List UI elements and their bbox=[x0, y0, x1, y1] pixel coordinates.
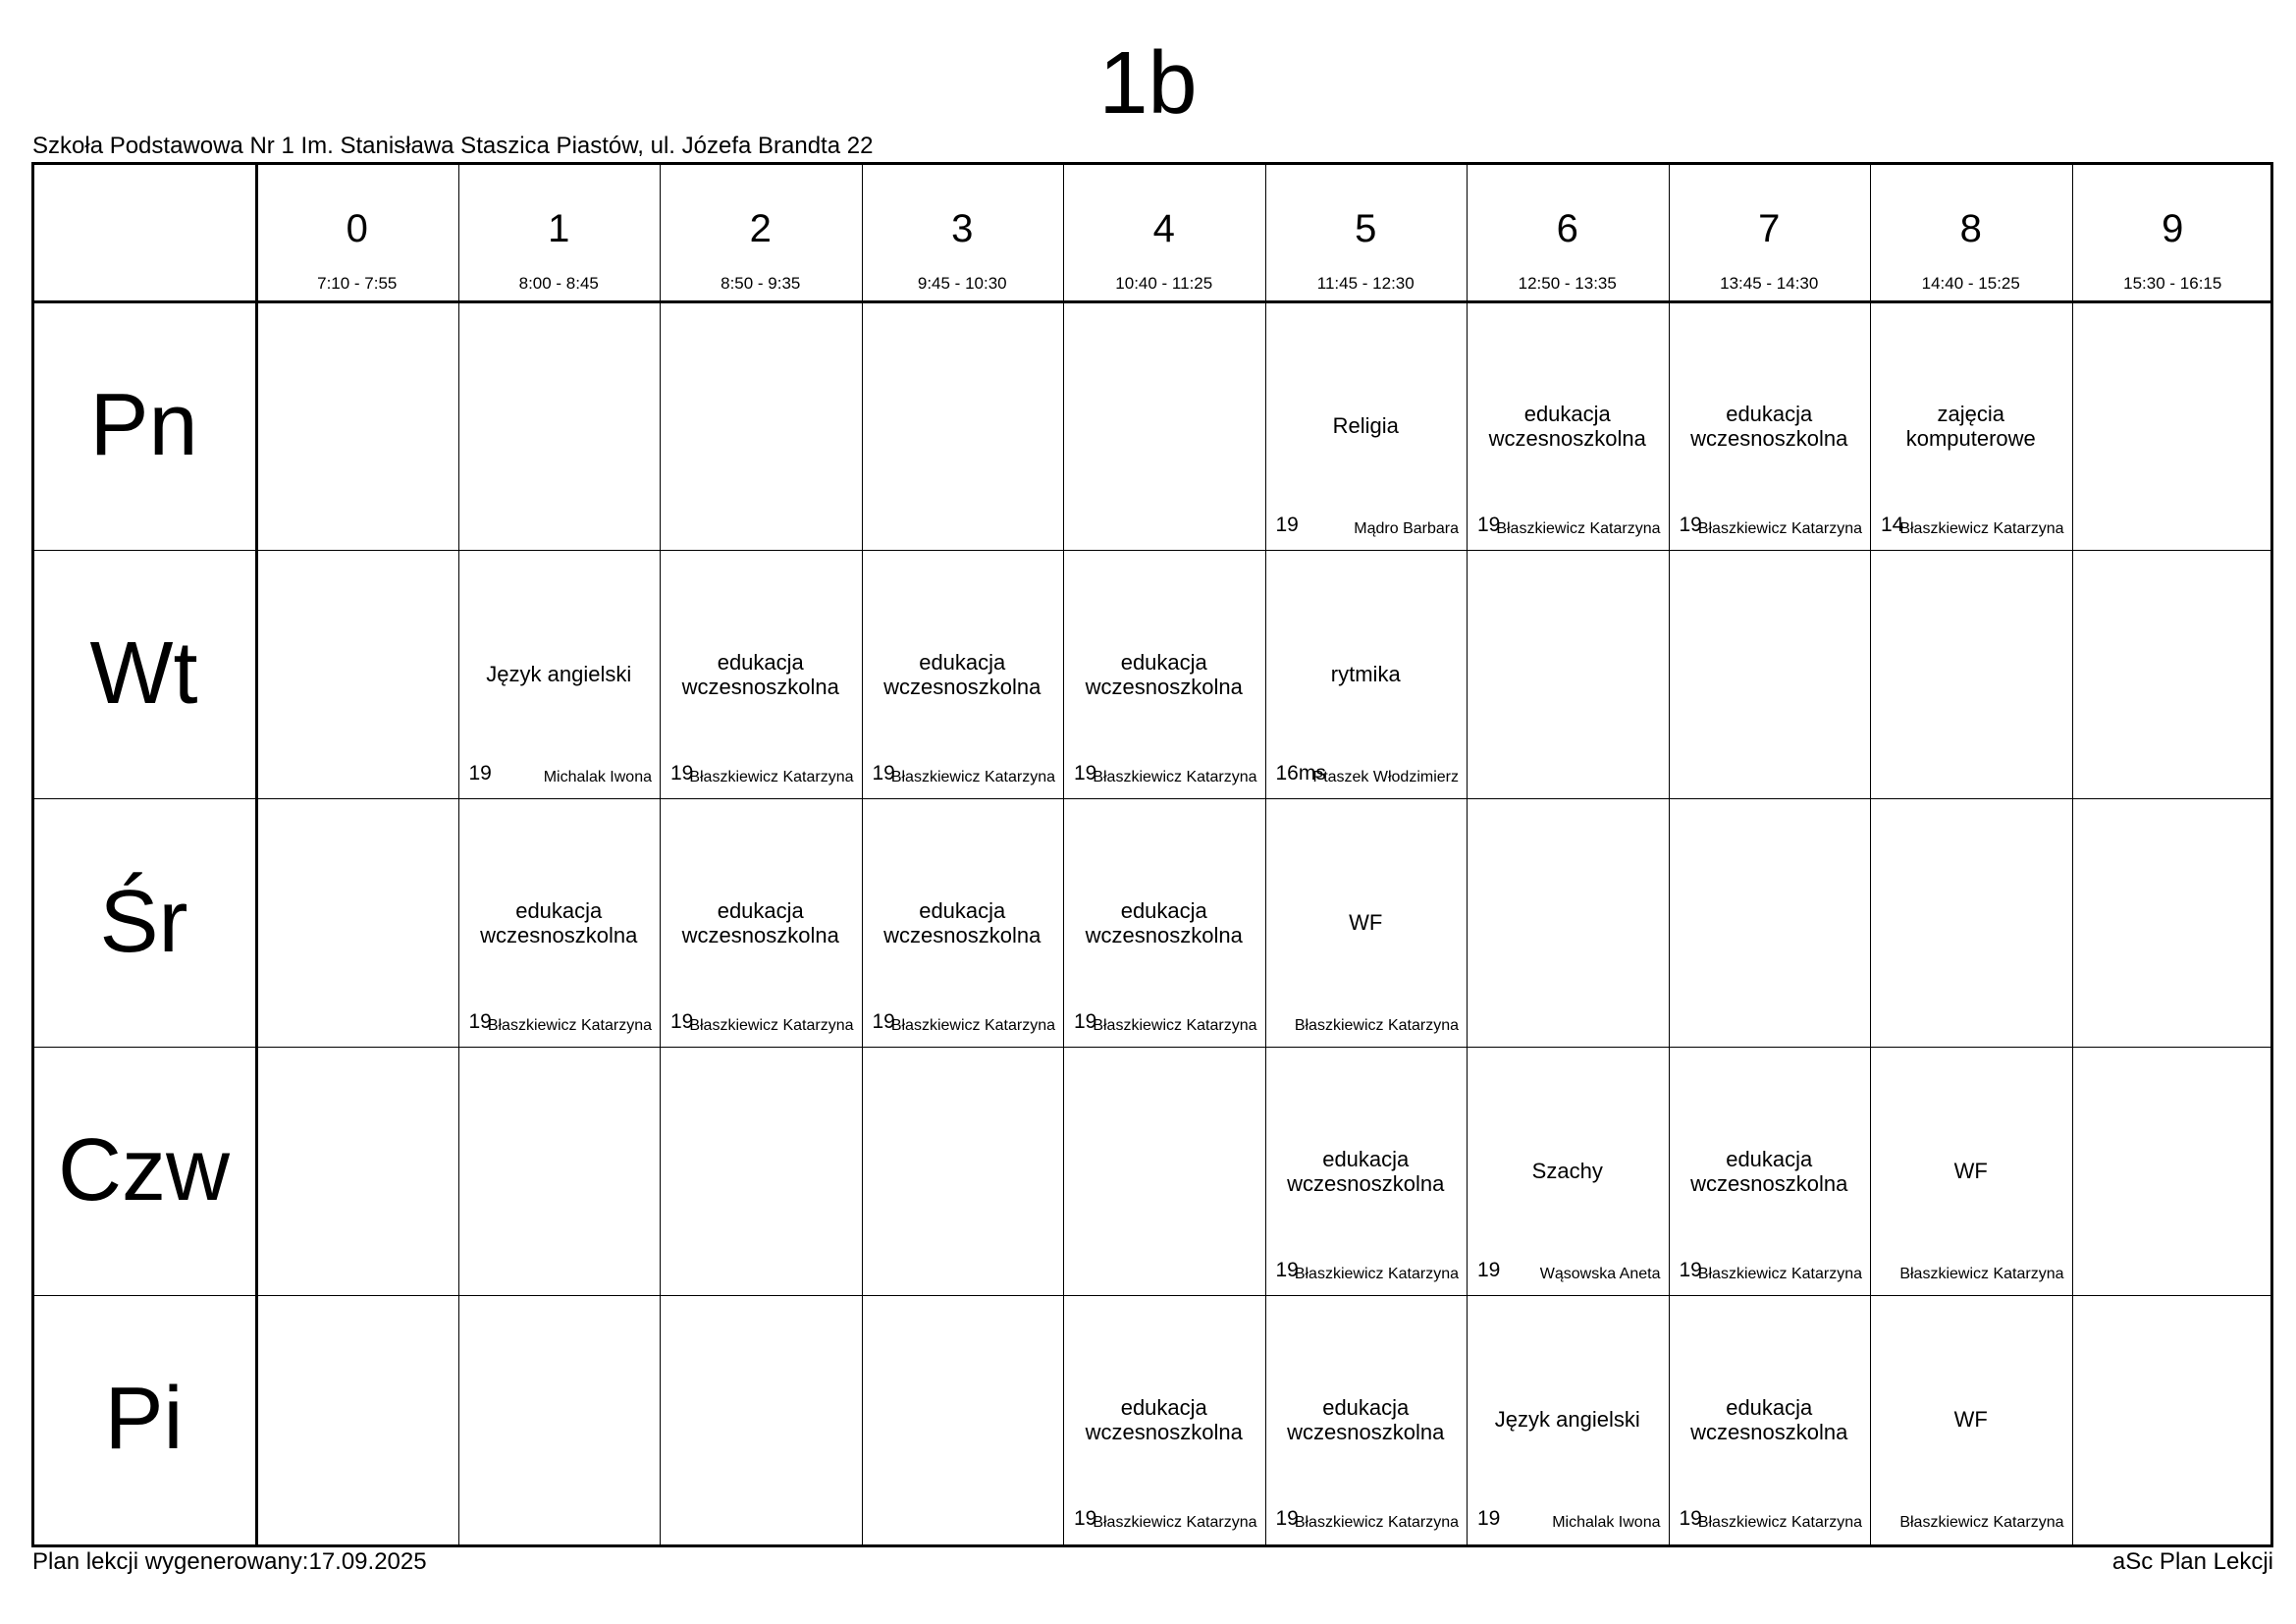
lesson-subject: edukacja wczesnoszkolna bbox=[883, 897, 1041, 947]
period-number: 9 bbox=[2162, 207, 2184, 250]
lesson-cell bbox=[1870, 301, 2072, 550]
lesson-cell bbox=[660, 550, 862, 798]
lesson-subject: edukacja wczesnoszkolna bbox=[1690, 1394, 1848, 1444]
period-header bbox=[458, 162, 661, 301]
lesson-teacher: Michalak Iwona bbox=[543, 769, 652, 785]
lesson-room: 16ms bbox=[1275, 762, 1326, 785]
period-number: 1 bbox=[548, 207, 570, 250]
day-label: Czw bbox=[58, 1121, 230, 1219]
lesson-room: 19 bbox=[1074, 762, 1097, 785]
lesson-subject: rytmika bbox=[1330, 662, 1401, 686]
lesson-subject: zajęcia komputerowe bbox=[1905, 401, 2036, 451]
lesson-cell bbox=[660, 798, 862, 1047]
lesson-teacher: Błaszkiewicz Katarzyna bbox=[689, 1017, 854, 1034]
period-number: 8 bbox=[1959, 207, 1982, 250]
lesson-subject: edukacja wczesnoszkolna bbox=[681, 897, 839, 947]
lesson-room: 19 bbox=[1477, 1259, 1501, 1281]
period-header bbox=[1467, 162, 1669, 301]
lesson-teacher: Błaszkiewicz Katarzyna bbox=[890, 1017, 1055, 1034]
lesson-cell bbox=[1669, 1047, 1871, 1295]
lesson-subject: Religia bbox=[1332, 413, 1399, 438]
lesson-subject: edukacja wczesnoszkolna bbox=[1085, 1394, 1243, 1444]
lesson-subject: WF bbox=[1953, 1159, 1988, 1183]
lesson-subject: Szachy bbox=[1531, 1159, 1603, 1183]
lesson-subject: edukacja wczesnoszkolna bbox=[1085, 649, 1243, 699]
lesson-subject: Język angielski bbox=[486, 662, 632, 686]
period-time: 10:40 - 11:25 bbox=[1115, 274, 1213, 293]
lesson-teacher: Błaszkiewicz Katarzyna bbox=[1093, 1017, 1257, 1034]
lesson-cell bbox=[458, 798, 661, 1047]
lesson-cell bbox=[1265, 798, 1468, 1047]
lesson-subject: edukacja wczesnoszkolna bbox=[1287, 1394, 1445, 1444]
lesson-room: 19 bbox=[1679, 1259, 1702, 1281]
lesson-cell bbox=[1265, 1047, 1468, 1295]
period-header bbox=[1265, 162, 1468, 301]
period-header bbox=[660, 162, 862, 301]
lesson-cell bbox=[1063, 798, 1265, 1047]
lesson-cell bbox=[1265, 301, 1468, 550]
lesson-cell bbox=[1467, 1047, 1669, 1295]
lesson-room: 19 bbox=[468, 762, 492, 785]
lesson-cell bbox=[1265, 550, 1468, 798]
period-time: 13:45 - 14:30 bbox=[1720, 274, 1819, 293]
lesson-room: 19 bbox=[670, 762, 694, 785]
period-number: 5 bbox=[1355, 207, 1377, 250]
period-number: 2 bbox=[749, 207, 772, 250]
lesson-cell bbox=[458, 550, 661, 798]
lesson-cell bbox=[1265, 1295, 1468, 1543]
period-header bbox=[1063, 162, 1265, 301]
lesson-room: 19 bbox=[1275, 1507, 1299, 1530]
lesson-teacher: Michalak Iwona bbox=[1552, 1514, 1661, 1531]
period-header bbox=[1870, 162, 2072, 301]
lesson-teacher: Błaszkiewicz Katarzyna bbox=[1899, 1514, 2064, 1531]
period-number: 4 bbox=[1152, 207, 1175, 250]
lesson-cell bbox=[862, 798, 1064, 1047]
period-number: 6 bbox=[1556, 207, 1578, 250]
lesson-room: 19 bbox=[872, 1010, 895, 1033]
lesson-subject: edukacja wczesnoszkolna bbox=[1085, 897, 1243, 947]
lesson-room: 19 bbox=[1074, 1507, 1097, 1530]
period-number: 7 bbox=[1758, 207, 1781, 250]
software-brand: aSc Plan Lekcji bbox=[2111, 1548, 2273, 1575]
school-name: Szkoła Podstawowa Nr 1 Im. Stanisława Staszica Piastów, ul. Józefa Brandta 22 bbox=[32, 133, 874, 159]
period-time: 14:40 - 15:25 bbox=[1921, 274, 2020, 293]
lesson-room: 19 bbox=[1477, 514, 1501, 536]
lesson-teacher: Błaszkiewicz Katarzyna bbox=[890, 769, 1055, 785]
period-time: 9:45 - 10:30 bbox=[917, 274, 1007, 293]
lesson-room: 19 bbox=[1679, 1507, 1702, 1530]
lesson-teacher: Błaszkiewicz Katarzyna bbox=[1093, 769, 1257, 785]
lesson-subject: edukacja wczesnoszkolna bbox=[480, 897, 638, 947]
lesson-teacher: Błaszkiewicz Katarzyna bbox=[1093, 1514, 1257, 1531]
lesson-cell bbox=[1063, 550, 1265, 798]
lesson-teacher: Błaszkiewicz Katarzyna bbox=[1496, 520, 1661, 537]
timetable-grid bbox=[31, 162, 2273, 1547]
lesson-subject: edukacja wczesnoszkolna bbox=[681, 649, 839, 699]
lesson-room: 19 bbox=[1275, 1259, 1299, 1281]
lesson-cell bbox=[1467, 301, 1669, 550]
lesson-cell bbox=[1063, 1295, 1265, 1543]
period-header bbox=[1669, 162, 1871, 301]
lesson-cell bbox=[1870, 1295, 2072, 1543]
lesson-teacher: Wąsowska Aneta bbox=[1539, 1266, 1661, 1282]
lesson-teacher: Błaszkiewicz Katarzyna bbox=[1294, 1017, 1459, 1034]
period-time: 7:10 - 7:55 bbox=[317, 274, 398, 293]
lesson-teacher: Błaszkiewicz Katarzyna bbox=[1899, 1266, 2064, 1282]
lesson-room: 19 bbox=[1074, 1010, 1097, 1033]
lesson-room: 19 bbox=[1477, 1507, 1501, 1530]
period-time: 15:30 - 16:15 bbox=[2123, 274, 2222, 293]
period-header bbox=[256, 162, 458, 301]
day-label: Pn bbox=[89, 376, 198, 474]
lesson-subject: edukacja wczesnoszkolna bbox=[1488, 401, 1646, 451]
period-number: 0 bbox=[346, 207, 368, 250]
lesson-room: 14 bbox=[1881, 514, 1904, 536]
lesson-teacher: Błaszkiewicz Katarzyna bbox=[1697, 1266, 1862, 1282]
lesson-teacher: Błaszkiewicz Katarzyna bbox=[1697, 520, 1862, 537]
period-number: 3 bbox=[951, 207, 974, 250]
lesson-subject: WF bbox=[1953, 1407, 1988, 1432]
lesson-subject: edukacja wczesnoszkolna bbox=[1287, 1146, 1445, 1196]
lesson-subject: edukacja wczesnoszkolna bbox=[1690, 1146, 1848, 1196]
lesson-teacher: Błaszkiewicz Katarzyna bbox=[689, 769, 854, 785]
lesson-subject: WF bbox=[1349, 910, 1383, 935]
period-time: 11:45 - 12:30 bbox=[1316, 274, 1415, 293]
lesson-room: 19 bbox=[1275, 514, 1299, 536]
generated-date: Plan lekcji wygenerowany:17.09.2025 bbox=[32, 1548, 427, 1575]
lesson-room: 19 bbox=[670, 1010, 694, 1033]
lesson-subject: edukacja wczesnoszkolna bbox=[1690, 401, 1848, 451]
lesson-cell bbox=[862, 550, 1064, 798]
day-label: Śr bbox=[99, 873, 188, 971]
lesson-teacher: Mądro Barbara bbox=[1354, 520, 1459, 537]
grid-line-vertical bbox=[2072, 162, 2073, 1547]
grid-line-vertical bbox=[2270, 162, 2273, 1547]
lesson-room: 19 bbox=[872, 762, 895, 785]
lesson-room: 19 bbox=[468, 1010, 492, 1033]
period-time: 8:50 - 9:35 bbox=[721, 274, 801, 293]
period-time: 12:50 - 13:35 bbox=[1518, 274, 1617, 293]
lesson-cell bbox=[1669, 1295, 1871, 1543]
period-header bbox=[2072, 162, 2274, 301]
lesson-cell bbox=[1669, 301, 1871, 550]
period-time: 8:00 - 8:45 bbox=[518, 274, 599, 293]
lesson-teacher: Błaszkiewicz Katarzyna bbox=[1697, 1514, 1862, 1531]
lesson-teacher: Ptaszek Włodzimierz bbox=[1312, 769, 1459, 785]
day-label: Pi bbox=[104, 1370, 184, 1468]
day-label: Wt bbox=[89, 624, 198, 723]
lesson-subject: edukacja wczesnoszkolna bbox=[883, 649, 1041, 699]
lesson-room: 19 bbox=[1679, 514, 1702, 536]
lesson-cell bbox=[1870, 1047, 2072, 1295]
lesson-subject: Język angielski bbox=[1494, 1407, 1640, 1432]
page-title: 1b bbox=[1098, 34, 1198, 133]
lesson-teacher: Błaszkiewicz Katarzyna bbox=[1294, 1266, 1459, 1282]
lesson-cell bbox=[1467, 1295, 1669, 1543]
lesson-teacher: Błaszkiewicz Katarzyna bbox=[1294, 1514, 1459, 1531]
lesson-teacher: Błaszkiewicz Katarzyna bbox=[487, 1017, 652, 1034]
lesson-teacher: Błaszkiewicz Katarzyna bbox=[1899, 520, 2064, 537]
period-header bbox=[862, 162, 1064, 301]
